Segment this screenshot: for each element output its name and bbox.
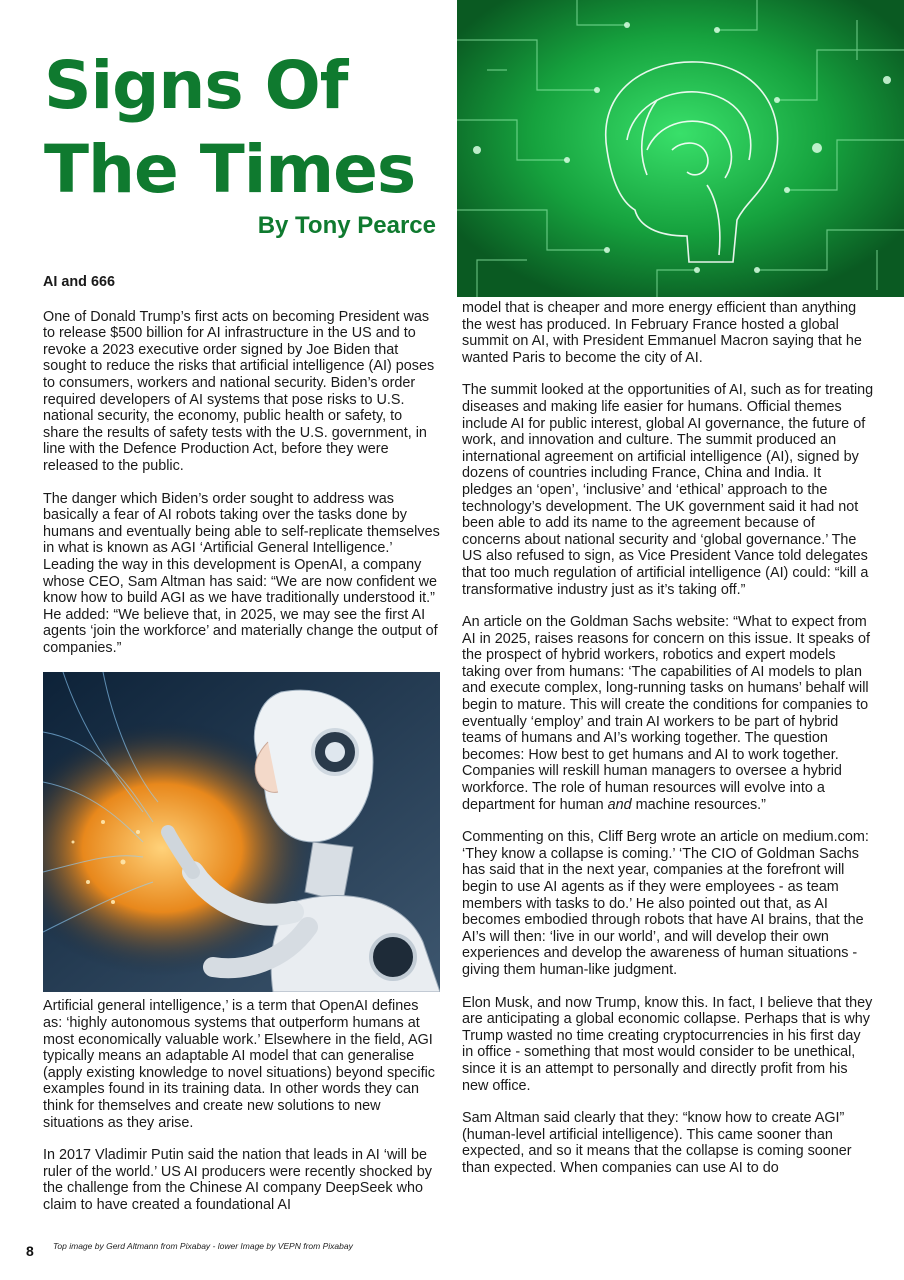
article-column-left bbox=[43, 274, 440, 1230]
left-paragraph-3: Artificial general intelligence,’ is a term that OpenAI defines as: ‘highly autonomous systems that outperform humans at most economically valuable work.’ Elsewhere in the field, AGI typically means an adaptable AI model that can generalise (apply existing knowledge to novel situations) beyond specific examples found in its training data. In other words they can think for themselves and create new solutions to new situations as they arise. bbox=[43, 998, 435, 1131]
left-paragraph-1: One of Donald Trump’s first acts on becoming President was to release $500 billion for AI infrastructure in the US and to revoke a 2023 executive order signed by Joe Biden that sought to reduce the risks that artificial intelligence (AI) poses to consumers, workers and national security. Biden’s order required developers of AI systems that pose risks to U.S. national security, the economy, public health or safety, to share the results of safety tests with the U.S. government, in line with the Defence Production Act, before they were released to the public. bbox=[43, 308, 435, 474]
page-number: 8 bbox=[26, 1243, 34, 1259]
android-illustration bbox=[43, 672, 440, 992]
lower-image-android bbox=[43, 672, 440, 992]
right-paragraph-4: Commenting on this, Cliff Berg wrote an article on medium.com: ‘They know a collapse is coming.’ ‘The CIO of Goldman Sachs has said that in the next year, companies at the forefront will begin to use AI agents as if they were employees - as team members with tasks to do.’ He also pointed out that, as AI becomes embodied through robots that have AI brains, that the AI’s will then: ‘live in our world’, and will develop their own experiences and develop the awareness of human situations - giving them human-like judgment. bbox=[462, 829, 869, 978]
section-subheading: AI and 666 bbox=[43, 274, 115, 290]
right-paragraph-3-tail: machine resources.” bbox=[635, 796, 766, 813]
left-paragraph-4: In 2017 Vladimir Putin said the nation that leads in AI ‘will be ruler of the world.’ US AI producers were recently shocked by the challenge from the Chinese AI company DeepSeek who claim to have created a foundational AI bbox=[43, 1147, 432, 1213]
right-paragraph-6: Sam Altman said clearly that they: “know how to create AGI” (human-level artificial intelligence). This came sooner than expected, and so it means that the collapse is coming sooner than expected. When companies can use AI to do bbox=[462, 1110, 852, 1176]
right-paragraph-3-emphasis: and bbox=[607, 796, 632, 813]
top-image-ai-brain bbox=[457, 0, 904, 297]
article-column-right bbox=[462, 300, 874, 1193]
article-title bbox=[44, 44, 444, 212]
left-paragraph-2: The danger which Biden’s order sought to address was basically a fear of AI robots taking over the tasks done by humans and eventually being able to self-replicate themselves in what is known as AGI ‘Artificial General Intelligence.’ Leading the way in this development is OpenAI, a company whose CEO, Sam Altman has said: “We are now confident we know how to build AGI as we have traditionally understood it.” He added: “We believe that, in 2025, we may see the first AI agents ‘join the workforce’ and materially change the output of companies.” bbox=[43, 490, 440, 656]
image-credit: Top image by Gerd Altmann from Pixabay - lower Image by VEPN from Pixabay bbox=[53, 1241, 353, 1251]
right-paragraph-3-text: An article on the Goldman Sachs website: “What to expect from AI in 2025, raises reasons for concern on this issue. It speaks of the prospect of hybrid workers, robotics and expert models taking over from humans: ‘The capabilities of AI models to plan and execute complex, long-running tasks on humans’ behalf will begin to mature. This will create the conditions for companies to eventually ‘employ’ and train AI workers to be part of hybrid teams of humans and AI’s working together. The question becomes: How best to get humans and AI to work together. Companies will reskill human managers to oversee a hybrid workforce. The role of human resources will evolve into a department for human bbox=[462, 614, 870, 813]
title-line-1: Signs Of bbox=[44, 47, 348, 124]
right-paragraph-5: Elon Musk, and now Trump, know this. In fact, I believe that they are anticipating a global economic collapse. Perhaps that is why Trump wasted no time creating cryptocurrencies in his first day in office - something that most would consider to be unethical, since it is an attempt to personally and directly profit from his new office. bbox=[462, 994, 873, 1094]
byline: By Tony Pearce bbox=[257, 212, 436, 239]
right-paragraph-2: The summit looked at the opportunities of AI, such as for treating diseases and making life easier for humans. Official themes include AI for public interest, global AI governance, the future of work, and innovation and culture. The summit produced an international agreement on artificial intelligence (AI), signed by dozens of countries including France, China and India. It pledges an ‘open’, ‘inclusive’ and ‘ethical’ approach to the technology’s development. The UK government said it had not been able to add its name to the agreement because of concerns about national security and ‘global governance.’ The US also refused to sign, as Vice President Vance told delegates that too much regulation of artificial intelligence (AI) could: “kill a transformative industry just as it’s taking off.” bbox=[462, 382, 874, 598]
right-paragraph-3 bbox=[462, 614, 874, 813]
title-line-2: The Times bbox=[44, 131, 416, 208]
circuit-brain-illustration bbox=[457, 0, 904, 297]
right-paragraph-1: model that is cheaper and more energy efficient than anything the west has produced. In February France hosted a global summit on AI, with President Emmanuel Macron saying that he wanted Paris to become the city of AI. bbox=[462, 300, 862, 366]
